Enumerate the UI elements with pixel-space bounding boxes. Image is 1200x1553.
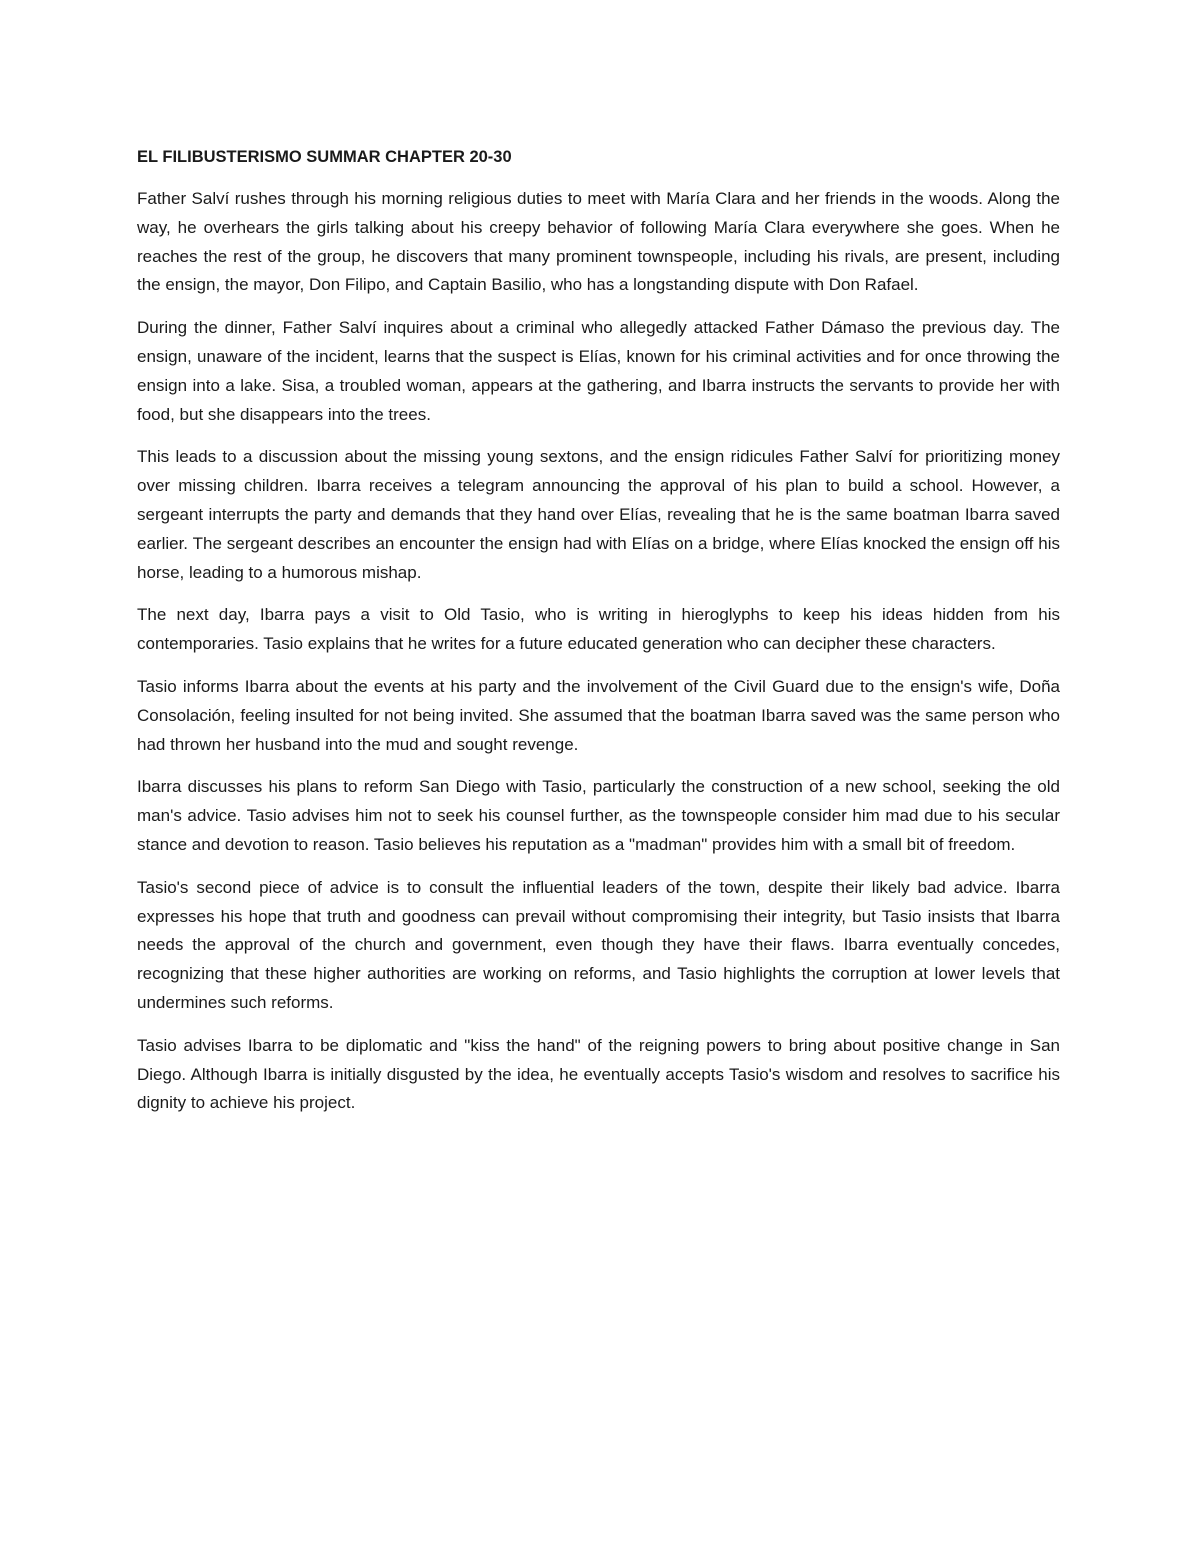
paragraph: Ibarra discusses his plans to reform San Diego with Tasio, particularly the construction of a new school, seeking the old man's advice. Tasio advises him not to seek his counsel further, as the townspeople consider him mad due to his secular stance and devotion to reason. Tasio believes his reputation as a "madman" provides him with a small bit of freedom. (137, 777, 1060, 854)
document-title: EL FILIBUSTERISMO SUMMAR CHAPTER 20-30 (137, 148, 512, 166)
paragraph: Father Salví rushes through his morning religious duties to meet with María Clara and her friends in the woods. Along the way, he overhears the girls talking about his creepy behavior of following María Clara everywhere she goes. When he reaches the rest of the group, he discovers that many prominent townspeople, including his rivals, are present, including the ensign, the mayor, Don Filipo, and Captain Basilio, who has a longstanding dispute with Don Rafael. (137, 189, 1060, 295)
paragraph: Tasio's second piece of advice is to consult the influential leaders of the town, despite their likely bad advice. Ibarra expresses his hope that truth and goodness can prevail without compromising their integrity, but Tasio insists that Ibarra needs the approval of the church and government, even though they have their flaws. Ibarra eventually concedes, recognizing that these higher authorities are working on reforms, and Tasio highlights the corruption at lower levels that undermines such reforms. (137, 877, 1060, 1012)
paragraph: The next day, Ibarra pays a visit to Old Tasio, who is writing in hieroglyphs to keep his ideas hidden from his contemporaries. Tasio explains that he writes for a future educated generation who can decipher these characters. (137, 605, 1060, 654)
paragraph: This leads to a discussion about the missing young sextons, and the ensign ridicules Father Salví for prioritizing money over missing children. Ibarra receives a telegram announcing the approval of his plan to build a school. However, a sergeant interrupts the party and demands that they hand over Elías, revealing that he is the same boatman Ibarra saved earlier. The sergeant describes an encounter the ensign had with Elías on a bridge, where Elías knocked the ensign off his horse, leading to a humorous mishap. (137, 447, 1060, 582)
document-body (137, 143, 1060, 1132)
paragraph: Tasio advises Ibarra to be diplomatic and "kiss the hand" of the reigning powers to bring about positive change in San Diego. Although Ibarra is initially disgusted by the idea, he eventually accepts Tasio's wisdom and resolves to sacrifice his dignity to achieve his project. (137, 1035, 1060, 1113)
paragraph: During the dinner, Father Salví inquires about a criminal who allegedly attacked Father Dámaso the previous day. The ensign, unaware of the incident, learns that the suspect is Elías, known for his criminal activities and for once throwing the ensign into a lake. Sisa, a troubled woman, appears at the gathering, and Ibarra instructs the servants to provide her with food, but she disappears into the trees. (137, 318, 1060, 424)
paragraph: Tasio informs Ibarra about the events at his party and the involvement of the Civil Guard due to the ensign's wife, Doña Consolación, feeling insulted for not being invited. She assumed that the boatman Ibarra saved was the same person who had thrown her husband into the mud and sought revenge. (137, 676, 1060, 754)
